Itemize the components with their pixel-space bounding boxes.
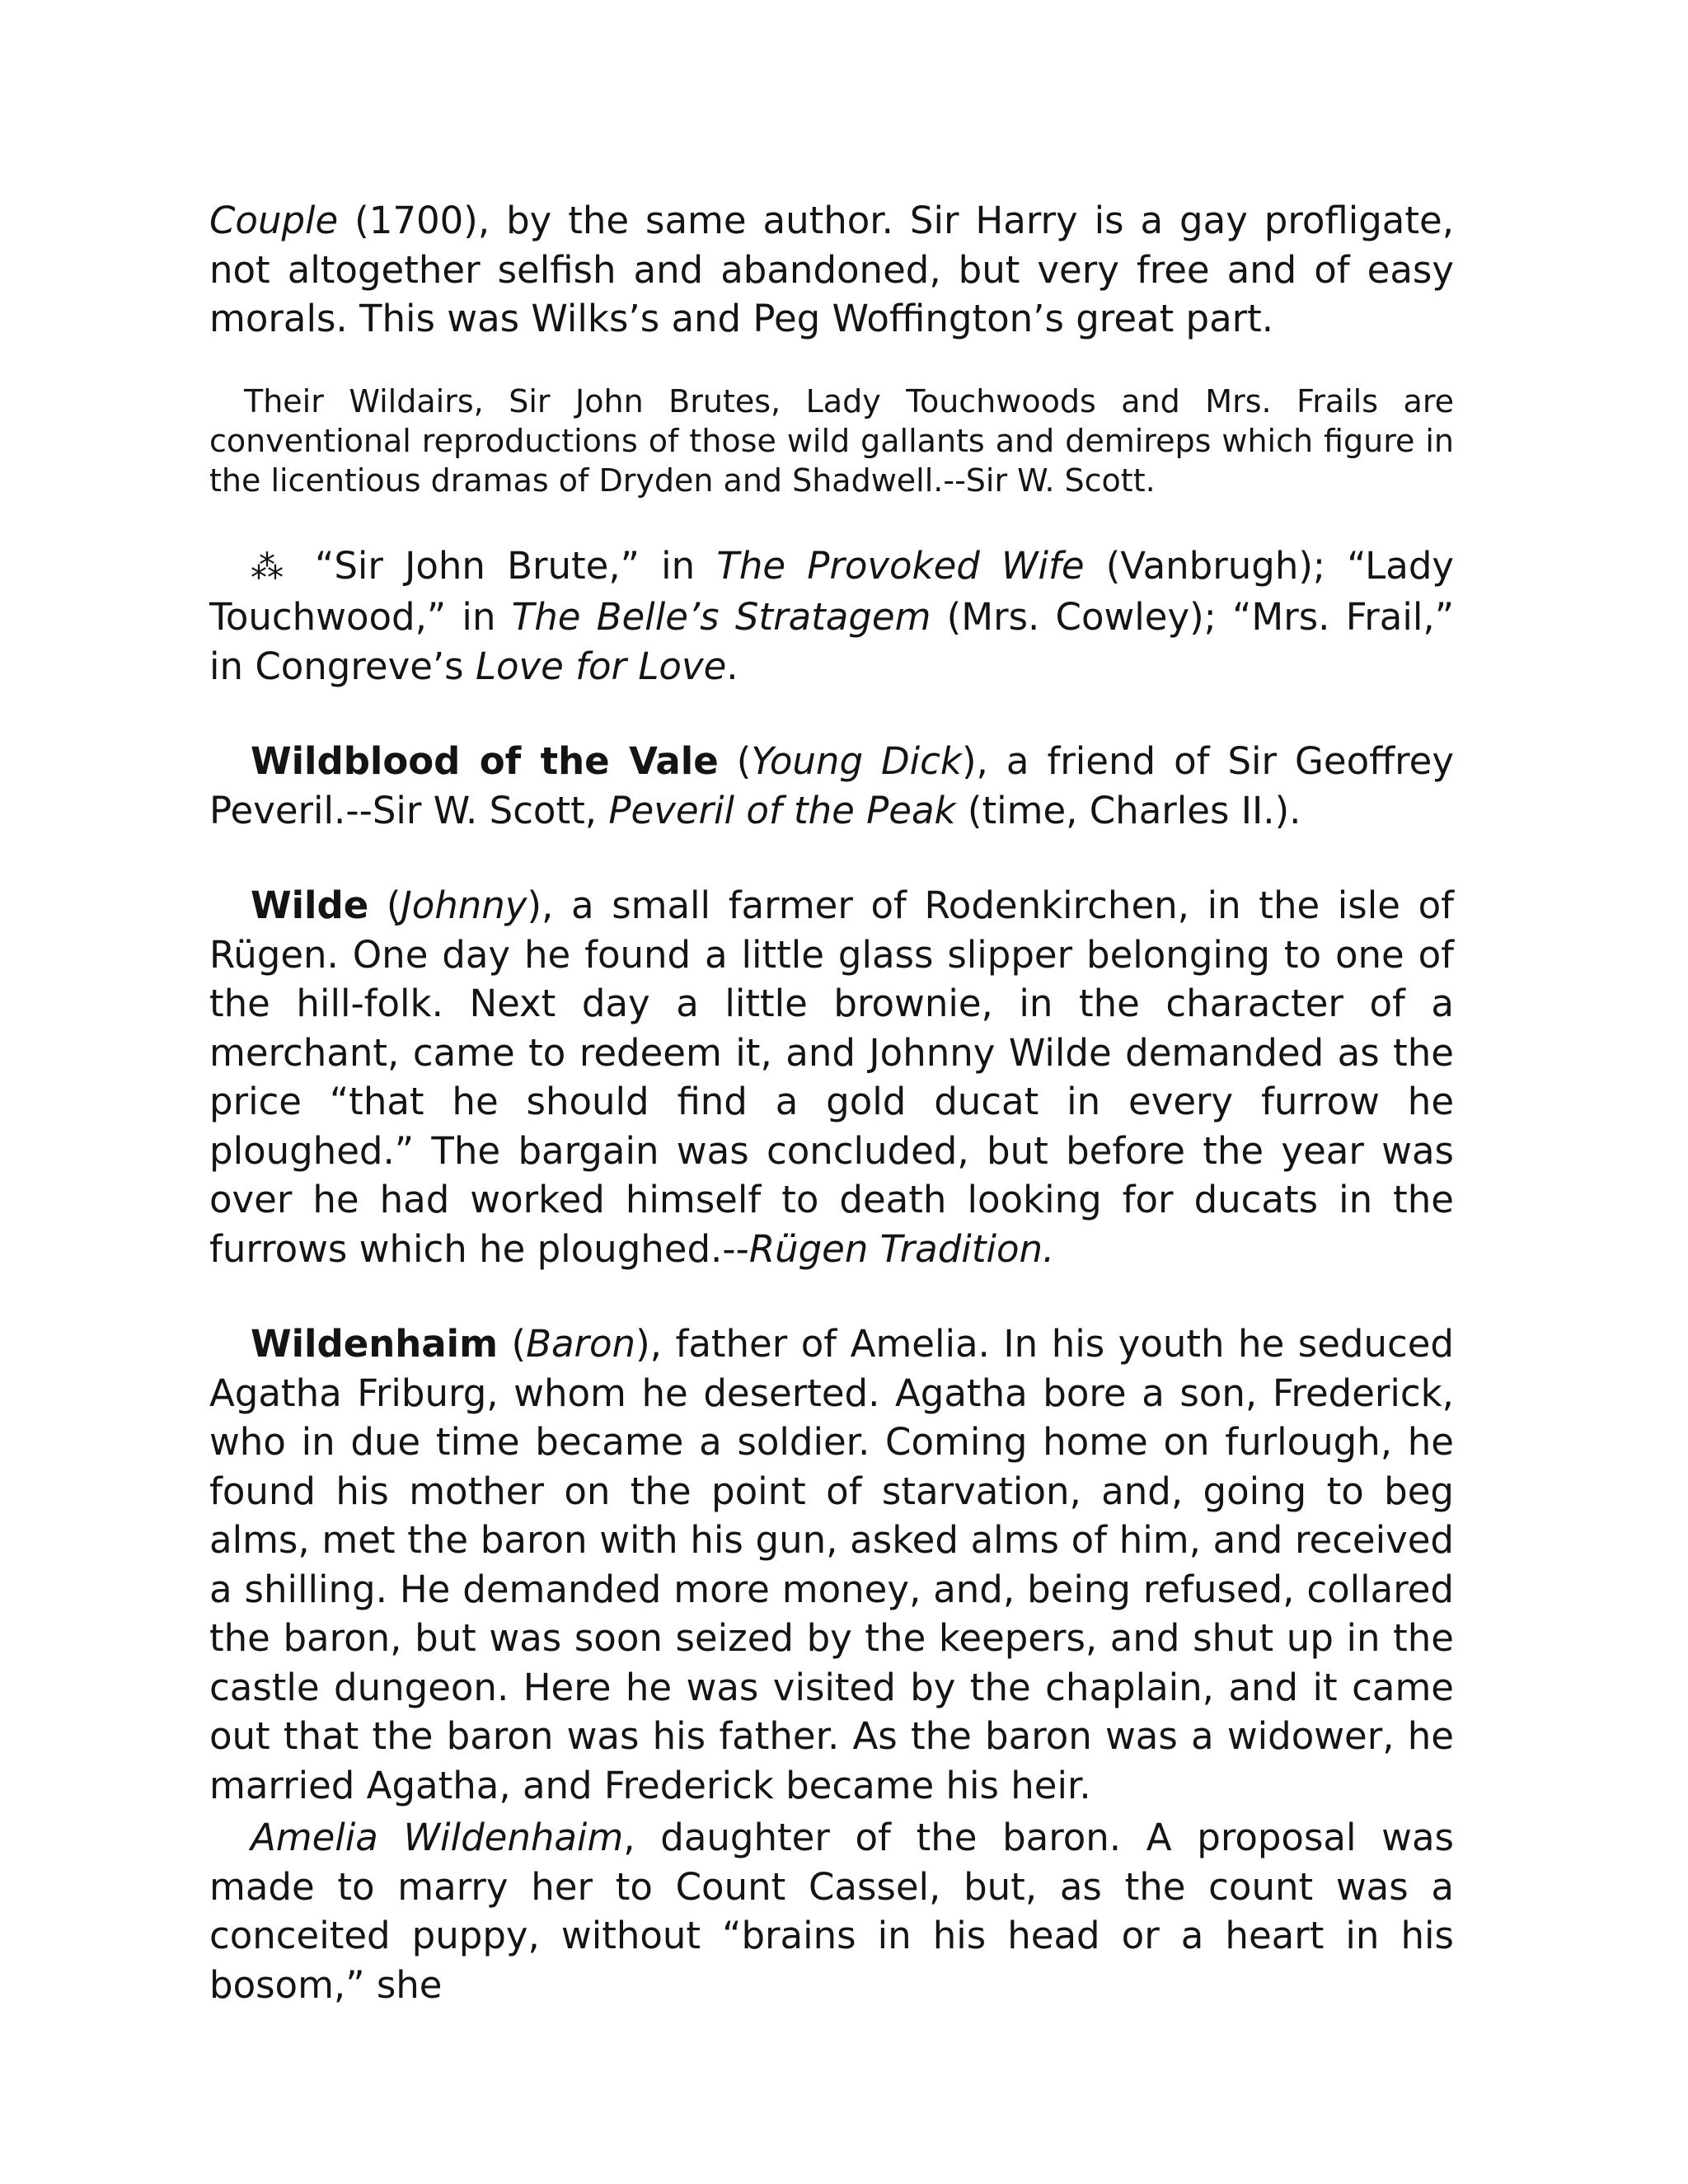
text-run: , daughter of the baron. A proposal was made to marry her to Count Cassel, but, as the count was a conceited puppy, without “brains in his head or a heart in his bosom,” she (209, 1816, 1454, 2007)
text-run: (Mrs. Cowley); “Mrs. Frail,” in Congreve’s (209, 595, 1455, 688)
italic-title: Couple (209, 199, 339, 242)
entry-wildblood (209, 737, 1454, 835)
document-page (209, 196, 1454, 2009)
text-run: ), a friend of Sir Geoffrey Peveril.--Sir W. Scott, (209, 739, 1454, 832)
entry-wilde (209, 881, 1454, 1273)
text-run: (1700), by the same author. Sir Harry is a gay profligate, not altogether selfish and abandoned, but very free and of easy morals. This was Wilks’s and Peg Woffington’s great part. (209, 199, 1454, 340)
italic-name: Young Dick (751, 739, 962, 783)
italic-name: Amelia Wildenhaim (251, 1816, 624, 1859)
italic-name: Baron (526, 1322, 636, 1366)
entry-headword: Wildblood of the Vale (251, 739, 719, 783)
italic-title: Peveril of the Peak (608, 788, 956, 832)
paragraph-note (209, 541, 1454, 691)
entry-wildenhaim (209, 1319, 1454, 1810)
entry-headword: Wilde (251, 883, 369, 927)
text-run: (Vanbrugh); “Lady Touchwood,” in (209, 543, 1455, 639)
text-run: ( (718, 739, 752, 783)
italic-title: The Provoked Wife (716, 543, 1085, 588)
asterism-icon: ⁂ (251, 548, 293, 587)
text-run: . (726, 644, 738, 688)
text-run: “Sir John Brute,” in (293, 543, 717, 588)
block-quotation: Their Wildairs, Sir John Brutes, Lady Touchwoods and Mrs. Frails are conventional reproductions of those wild gallants and demireps which figure in the licentious dramas of Dryden and Shadwell.--Sir W. Scott. (209, 382, 1454, 499)
paragraph-continuation (209, 196, 1454, 344)
text-run: ), a small farmer of Rodenkirchen, in the isle of Rügen. One day he found a little glass slipper belonging to one of the hill-folk. Next day a little brownie, in the character of a merchant, came to redeem it, and Johnny Wilde demanded as the price “that he should find a gold ducat in every furrow he ploughed.” The bargain was concluded, but before the year was over he had worked himself to death looking for ducats in the furrows which he ploughed.-- (209, 883, 1454, 1271)
entry-amelia (209, 1813, 1454, 2009)
entry-headword: Wildenhaim (251, 1322, 498, 1366)
italic-title: Rügen Tradition. (748, 1226, 1055, 1271)
italic-title: Love for Love (475, 644, 727, 688)
italic-title: The Belle’s Stratagem (511, 595, 931, 639)
text-run: (time, Charles II.). (955, 788, 1301, 832)
text-run: ( (368, 883, 401, 927)
italic-name: Johnny (401, 883, 528, 927)
text-run: ( (497, 1322, 527, 1366)
text-run: ), father of Amelia. In his youth he seduced Agatha Friburg, whom he deserted. Agatha bore a son, Frederick, who in due time became a soldier. Coming home on furlough, he found his mother on the point of starvation, and, going to beg alms, met the baron with his gun, asked alms of him, and received a shilling. He demanded more money, and, being refused, collared the baron, but was soon seized by the keepers, and shut up in the castle dungeon. Here he was visited by the chaplain, and it came out that the baron was his father. As the baron was a widower, he married Agatha, and Frederick became his heir. (209, 1322, 1454, 1807)
